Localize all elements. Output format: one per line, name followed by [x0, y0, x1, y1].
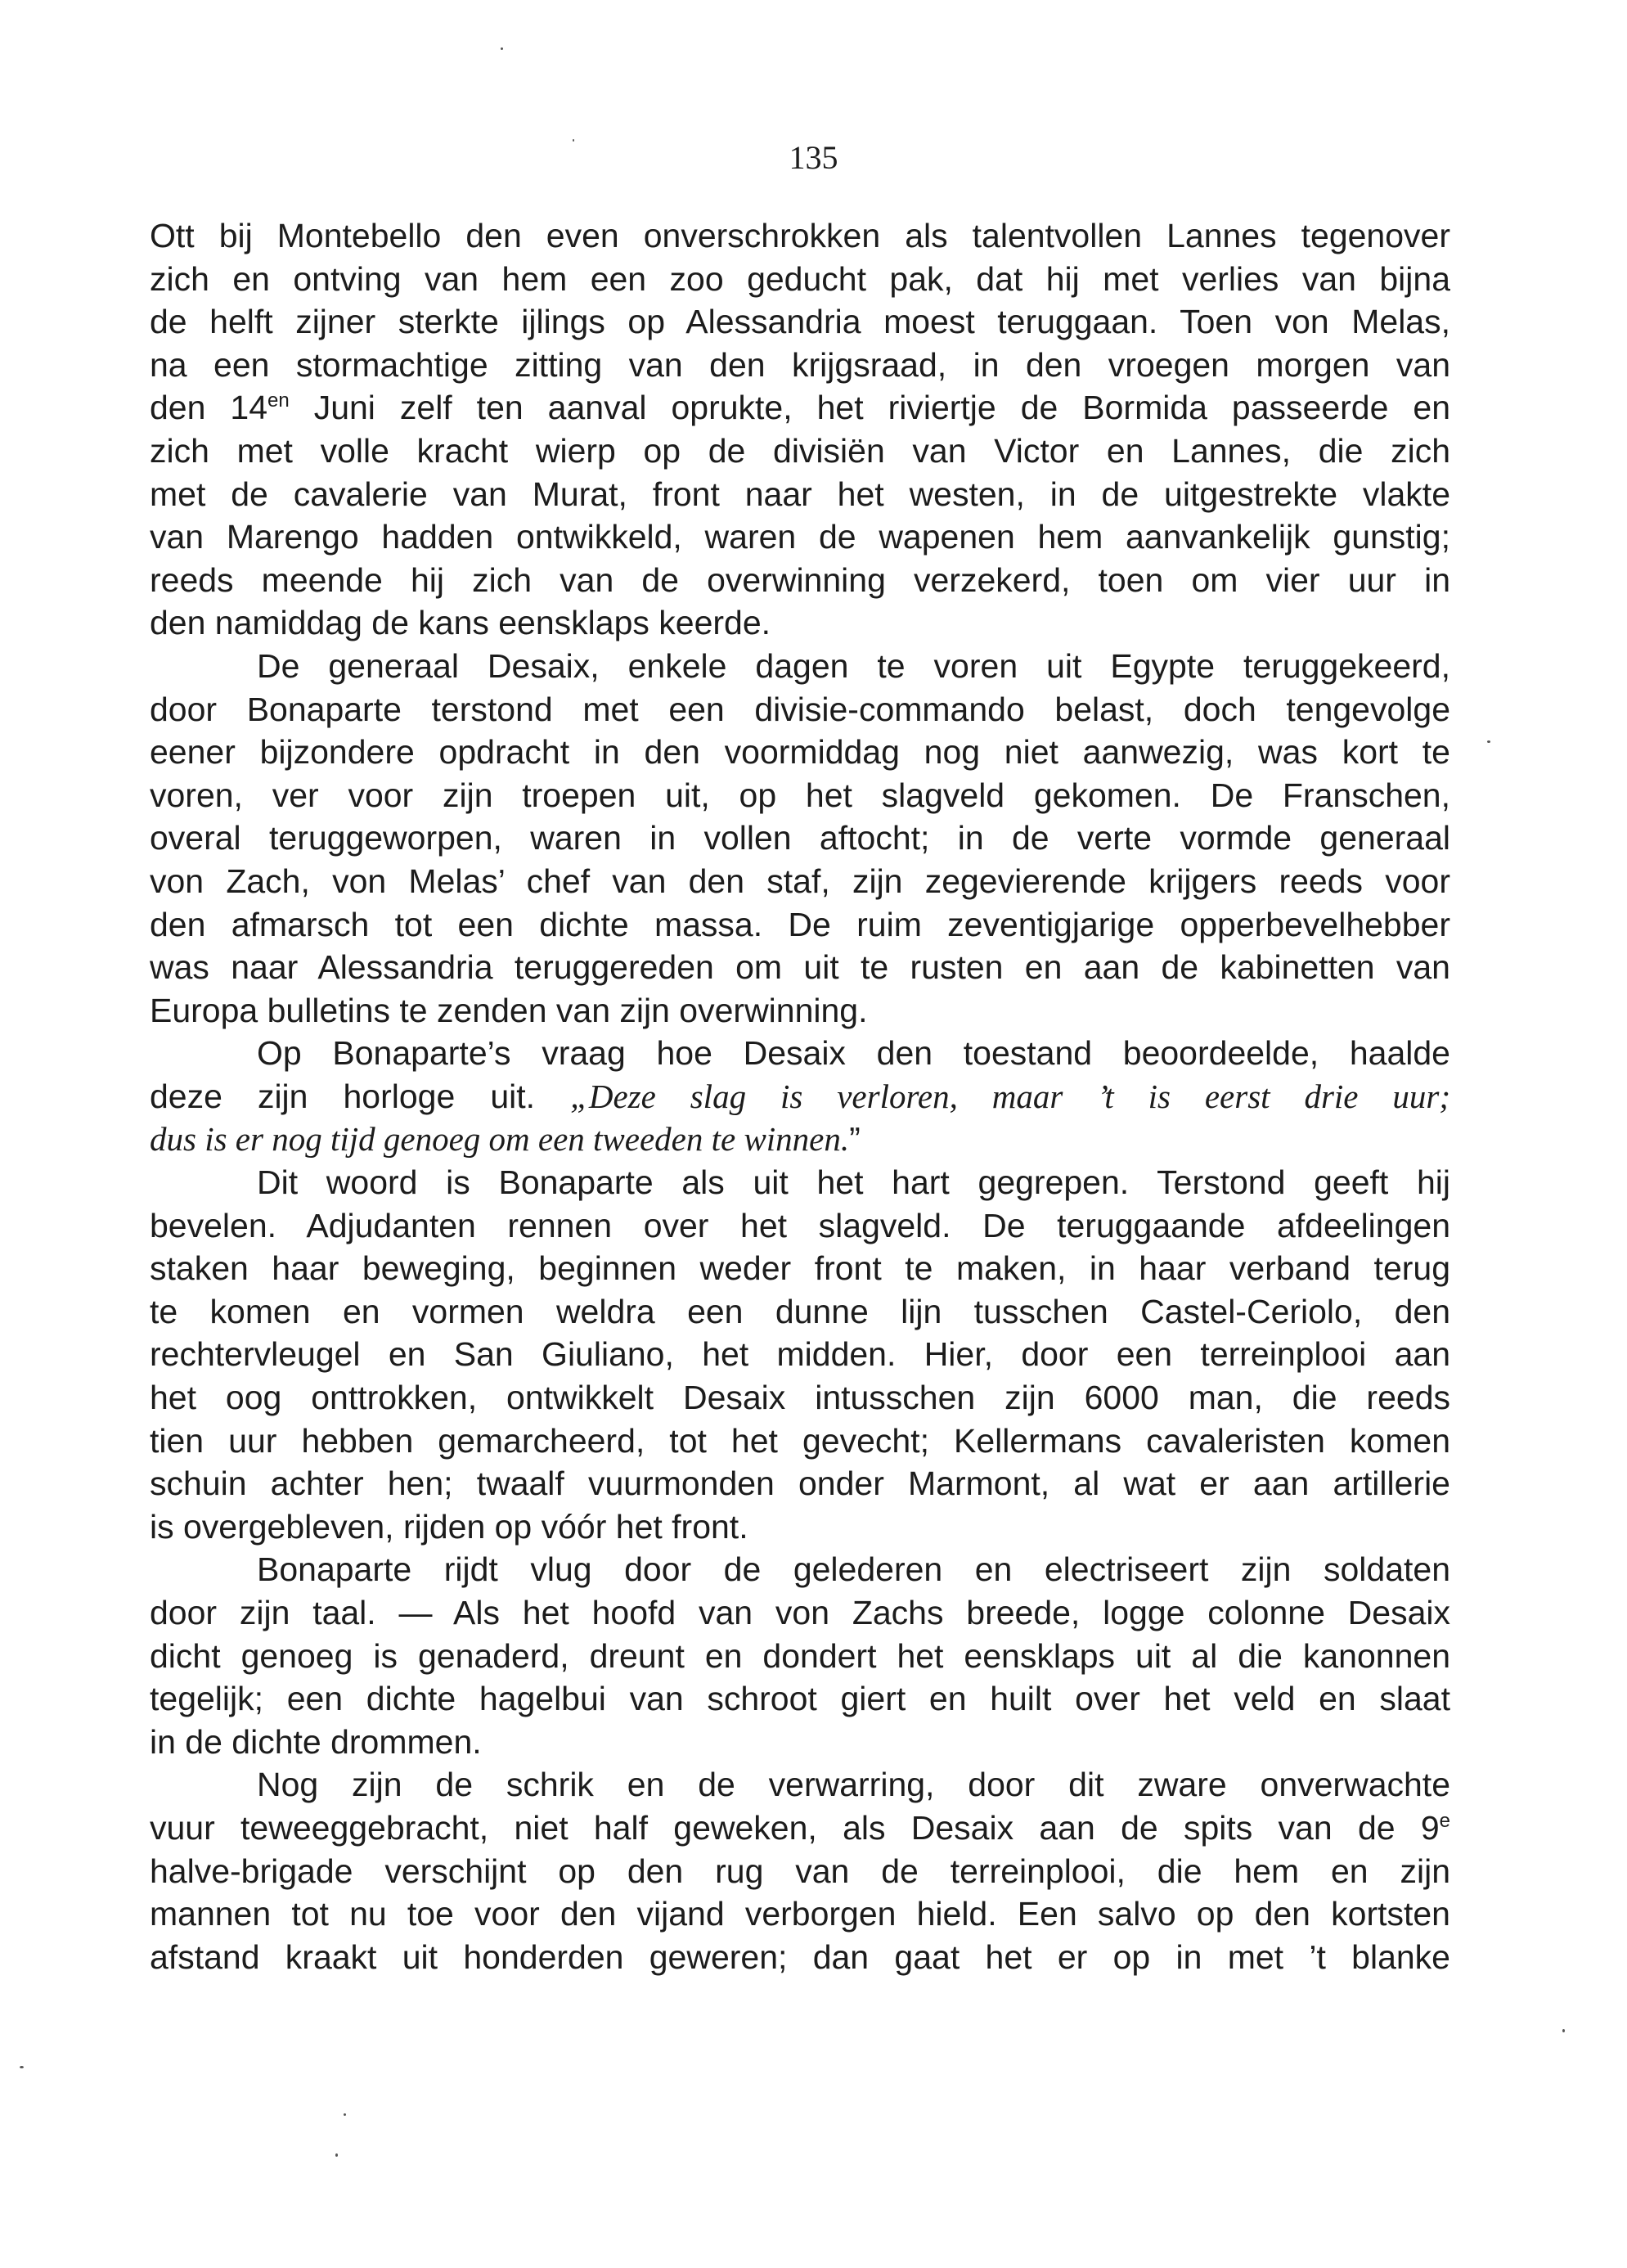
text-line [150, 1204, 1450, 1248]
text-line [150, 774, 1450, 817]
text-run: den namiddag de kans eensklaps keerde. [150, 604, 771, 642]
text-run: den afmarsch tot een dichte massa. De ruim zeventigjarige opperbevelhebber [150, 905, 1450, 943]
text-run: De generaal Desaix, enkele dagen te voren uit Egypte teruggekeerd, [257, 646, 1450, 685]
text-run: eener bijzondere opdracht in den voormiddag nog niet aanwezig, was kort te [150, 733, 1450, 772]
text-run: von Zach, von Melas’ chef van den staf, zijn zegevierende krijgers reeds voor [150, 862, 1450, 900]
text-run: schuin achter hen; twaalf vuurmonden onder Marmont, al wat er aan artillerie [150, 1465, 1450, 1503]
text-line [150, 1635, 1450, 1678]
text-run: zich met volle kracht wierp op de divisiën van Victor en Lannes, die zich [150, 431, 1450, 470]
text-line [150, 430, 1450, 473]
text-run: Ott bij Montebello den even onverschrokken als talentvollen Lannes tegenover [150, 217, 1450, 254]
scan-speck [573, 139, 574, 142]
text-run: is overgebleven, rijden op vóór het front. [150, 1507, 748, 1546]
text-line [150, 1591, 1450, 1635]
text-line [150, 386, 1450, 430]
text-run: Op Bonaparte’s vraag hoe Desaix den toestand beoordeelde, haalde [257, 1034, 1450, 1073]
text-line [150, 989, 1450, 1033]
scan-speck [1487, 740, 1490, 743]
text-line [150, 1290, 1450, 1334]
text-line [150, 903, 1450, 947]
text-run: overal teruggeworpen, waren in vollen aftocht; in de verte vormde generaal [150, 819, 1450, 857]
text-line [150, 946, 1450, 989]
text-line [150, 1247, 1450, 1290]
text-run: Dit woord is Bonaparte als uit het hart gegrepen. Terstond geeft hij [257, 1163, 1450, 1202]
text-run: mannen tot nu toe voor den vijand verborgen hield. Een salvo op den kortsten [150, 1895, 1450, 1933]
text-run: Nog zijn de schrik en de verwarring, door dit zware onverwachte [257, 1766, 1450, 1804]
text-line [150, 1075, 1450, 1118]
text-run: de helft zijner sterkte ijlings op Alessandria moest teruggaan. Toen von Melas, [150, 303, 1450, 341]
text-run: tien uur hebben gemarcheerd, tot het gevecht; Kellermans cavaleristen komen [150, 1421, 1450, 1460]
text-line [150, 1850, 1450, 1893]
scan-speck [1562, 2029, 1565, 2032]
text-run: halve-brigade verschijnt op den rug van de terreinplooi, die hem en zijn [150, 1852, 1450, 1890]
superscript: en [267, 389, 290, 412]
scan-speck [20, 2066, 24, 2068]
text-run: was naar Alessandria teruggereden om uit te rusten en aan de kabinetten van [150, 948, 1450, 987]
text-run: Europa bulletins te zenden van zijn overwinning. [150, 991, 868, 1029]
scan-speck [501, 47, 503, 50]
text-line [150, 860, 1450, 903]
text-line [150, 1763, 1450, 1807]
text-line [150, 1462, 1450, 1505]
text-line [150, 817, 1450, 860]
text-run: bevelen. Adjudanten rennen over het slagveld. De teruggaande afdeelingen [150, 1206, 1450, 1244]
scan-speck [344, 2113, 346, 2116]
text-run: tegelijk; een dichte hagelbui van schroot giert en huilt over het veld en slaat [150, 1680, 1450, 1718]
text-line [150, 300, 1450, 344]
text-run: in de dichte drommen. [150, 1722, 482, 1761]
text-run: afstand kraakt uit honderden geweren; dan gaat het er op in met ’t blanke [150, 1937, 1450, 1976]
text-line [150, 344, 1450, 387]
text-line [150, 1161, 1450, 1204]
text-line [150, 1936, 1450, 1979]
text-run: door zijn taal. — Als het hoofd van von Zachs breede, logge colonne Desaix [150, 1594, 1450, 1631]
text-line [150, 1892, 1450, 1936]
text-run: vuur teweeggebracht, niet half geweken, als Desaix aan de spits van de 9 [150, 1808, 1440, 1847]
text-run: voren, ver voor zijn troepen uit, op het slagveld gekomen. De Franschen, [150, 776, 1450, 814]
text-run: Juni zelf ten aanval oprukte, het riviertje de Bormida passeerde en [289, 389, 1450, 427]
text-run: staken haar beweging, beginnen weder front te maken, in haar verband terug [150, 1249, 1450, 1288]
page-number: 135 [789, 139, 838, 176]
text-run: Bonaparte rijdt vlug door de gelederen en electriseert zijn soldaten [257, 1550, 1450, 1589]
text-line [150, 1420, 1450, 1463]
text-line [150, 1032, 1450, 1075]
text-run: rechtervleugel en San Giuliano, het midden. Hier, door een terreinplooi aan [150, 1335, 1450, 1374]
text-run: deze zijn horloge uit. [150, 1077, 571, 1115]
text-run: door Bonaparte terstond met een divisie-commando belast, doch tengevolge [150, 690, 1450, 728]
text-line [150, 1505, 1450, 1549]
text-run: van Marengo hadden ontwikkeld, waren de wapenen hem aanvankelijk gunstig; [150, 518, 1450, 556]
text-line [150, 645, 1450, 688]
italic-quote: dus is er nog tijd genoeg om een tweeden te winnen. [150, 1120, 850, 1159]
text-run: na een stormachtige zitting van den krijgsraad, in den vroegen morgen van [150, 345, 1450, 384]
text-line [150, 1721, 1450, 1764]
text-line [150, 688, 1450, 731]
text-line [150, 1118, 1450, 1161]
text-run: reeds meende hij zich van de overwinning verzekerd, toen om vier uur in [150, 560, 1450, 599]
text-line [150, 731, 1450, 774]
italic-quote: „Deze slag is verloren, maar ’t is eerst drie uur; [570, 1077, 1450, 1115]
text-run: zich en ontving van hem een zoo geducht pak, dat hij met verlies van bijna [150, 259, 1450, 298]
text-run: den 14 [150, 389, 267, 427]
text-line [150, 601, 1450, 645]
text-line [150, 258, 1450, 301]
text-line [150, 1333, 1450, 1376]
text-line [150, 559, 1450, 602]
text-line [150, 1807, 1450, 1850]
text-run: ” [849, 1120, 861, 1159]
text-line [150, 1677, 1450, 1721]
text-run: met de cavalerie van Murat, front naar het westen, in de uitgestrekte vlakte [150, 475, 1450, 513]
text-line [150, 515, 1450, 559]
text-run: dicht genoeg is genaderd, dreunt en dondert het eensklaps uit al die kanonnen [150, 1636, 1450, 1675]
body-text [150, 214, 1450, 1978]
superscript: e [1439, 1809, 1450, 1832]
text-run: het oog onttrokken, ontwikkelt Desaix intusschen zijn 6000 man, die reeds [150, 1379, 1450, 1417]
text-line [150, 214, 1450, 258]
text-run: te komen en vormen weldra een dunne lijn tusschen Castel-Ceriolo, den [150, 1292, 1450, 1330]
scan-speck [335, 2153, 338, 2157]
text-line [150, 1548, 1450, 1591]
text-line [150, 473, 1450, 516]
text-line [150, 1376, 1450, 1420]
